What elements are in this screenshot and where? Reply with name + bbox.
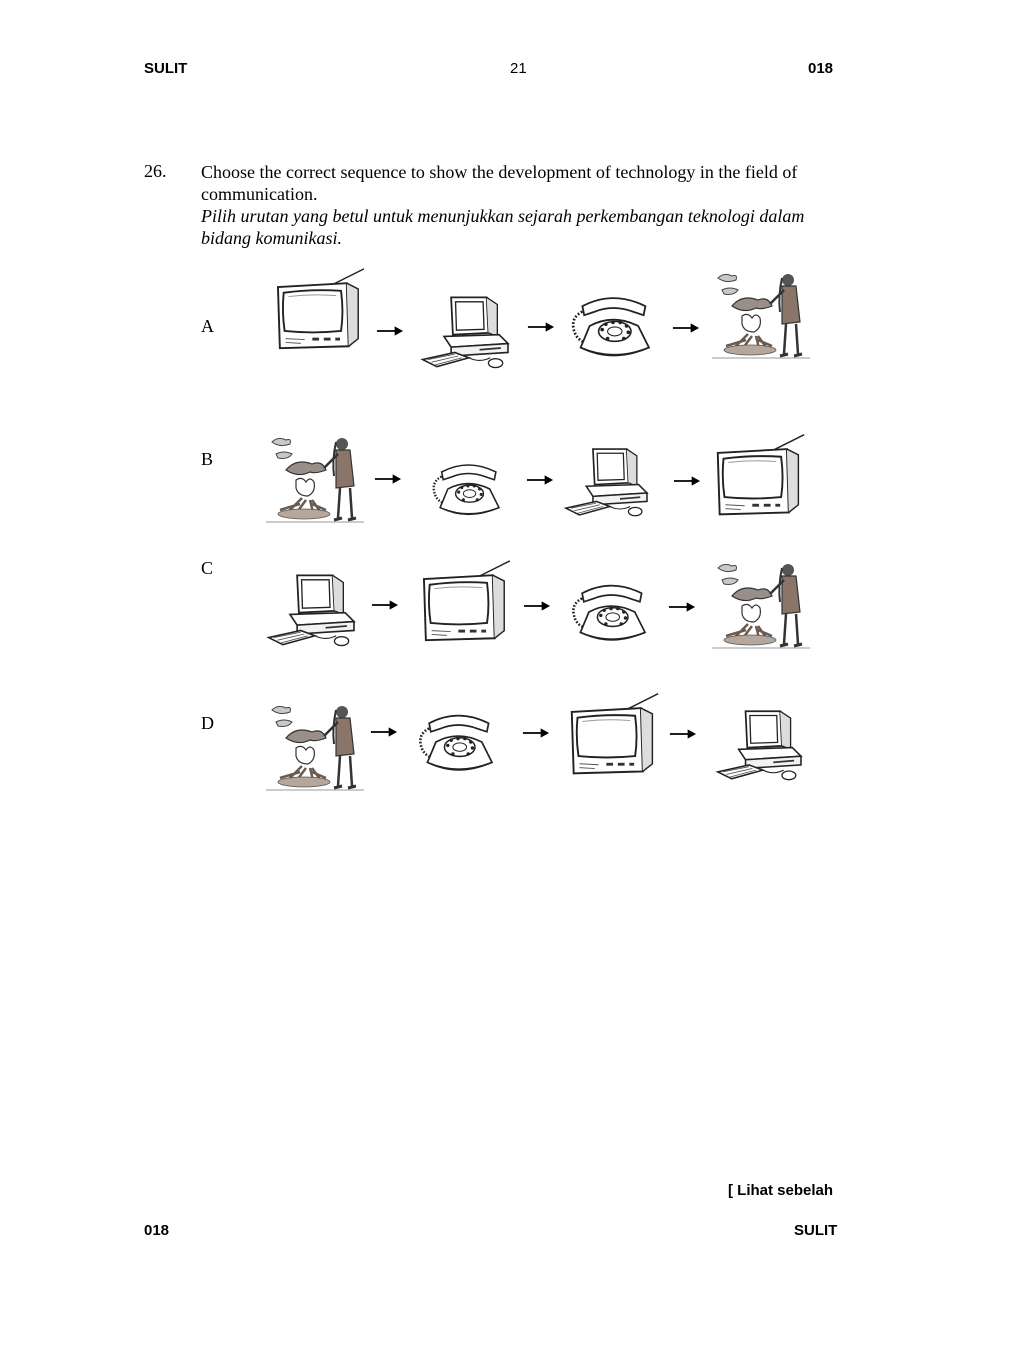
header-right-code: 018 xyxy=(808,60,834,77)
question-text-ms-line2: bidang komunikasi. xyxy=(201,228,342,248)
television-icon xyxy=(418,558,514,644)
footer-left-code: 018 xyxy=(144,1222,170,1239)
smoke-signal-icon xyxy=(266,430,366,530)
arrow-right-icon xyxy=(673,475,701,487)
arrow-right-icon xyxy=(374,473,402,485)
arrow-right-icon xyxy=(668,601,696,613)
television-icon xyxy=(272,266,368,352)
arrow-right-icon xyxy=(527,321,555,333)
computer-icon xyxy=(706,706,818,784)
arrow-right-icon xyxy=(370,726,398,738)
smoke-signal-icon xyxy=(712,266,812,366)
question-text-ms-line1: Pilih urutan yang betul untuk menunjukkan sejarah perkembangan teknologi dalam xyxy=(201,206,805,226)
computer-icon xyxy=(412,292,524,372)
arrow-right-icon xyxy=(376,325,404,337)
question-text-en-line2: communication. xyxy=(201,184,318,204)
option-b-label[interactable]: B xyxy=(201,449,214,469)
arrow-right-icon xyxy=(526,474,554,486)
computer-icon xyxy=(554,444,664,520)
telephone-icon xyxy=(563,290,663,362)
arrow-right-icon xyxy=(669,728,697,740)
question-text-en-line1: Choose the correct sequence to show the development of technology in the field of xyxy=(201,162,798,182)
smoke-signal-icon xyxy=(266,698,366,798)
telephone-icon xyxy=(418,458,518,520)
footer-right-label: SULIT xyxy=(794,1222,838,1239)
telephone-icon xyxy=(561,578,661,646)
television-icon xyxy=(566,690,662,778)
question-number: 26. xyxy=(144,161,167,181)
telephone-icon xyxy=(408,708,508,776)
arrow-right-icon xyxy=(672,322,700,334)
television-icon xyxy=(712,430,808,520)
header-left-label: SULIT xyxy=(144,60,188,77)
option-a-label[interactable]: A xyxy=(201,316,214,336)
question-text xyxy=(201,161,861,249)
smoke-signal-icon xyxy=(712,556,812,656)
arrow-right-icon xyxy=(523,600,551,612)
option-c-label[interactable]: C xyxy=(201,558,214,578)
computer-icon xyxy=(258,570,370,650)
arrow-right-icon xyxy=(522,727,550,739)
arrow-right-icon xyxy=(371,599,399,611)
option-d-label[interactable]: D xyxy=(201,713,214,733)
next-page-note: [ Lihat sebelah xyxy=(728,1182,834,1199)
page-number: 21 xyxy=(510,60,527,77)
